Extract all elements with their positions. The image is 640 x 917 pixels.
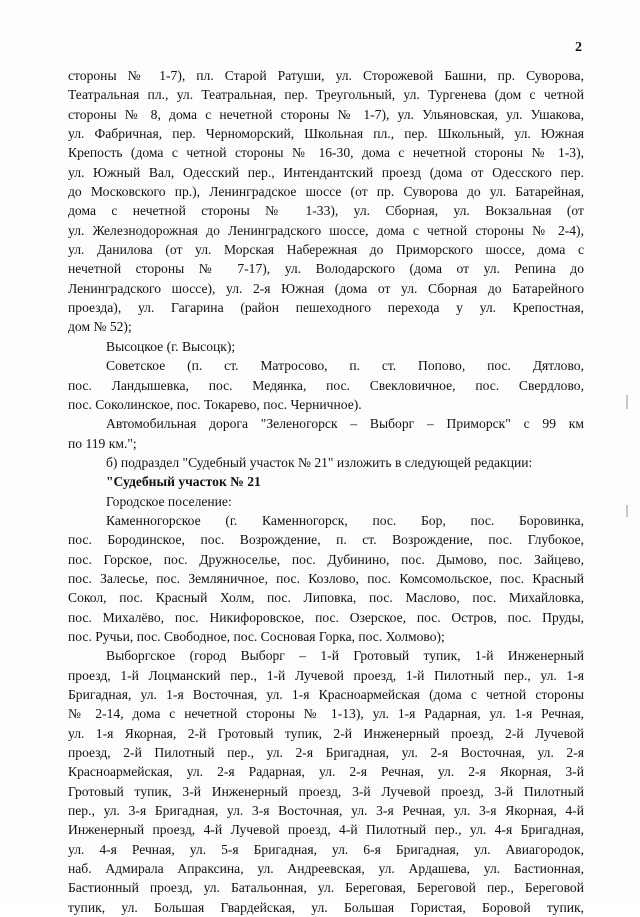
text-line: Инженерный проезд, 4-й Лучевой проезд, 4-й Пилотный пер., ул. 4-я Бригадная, [68,822,584,838]
text-line: стороны № 1-7), пл. Старой Ратуши, ул. Сторожевой Башни, пр. Суворова, [68,68,584,83]
text-line: Гротовый тупик, 3-й Инженерный проезд, 3-й Лучевой проезд, 3-й Пилотный [68,783,584,799]
text-line: стороны № 8, дома с нечетной стороны № 1-7), ул. Ульяновская, ул. Ушакова, [68,106,584,122]
text-line: тупик, ул. Большая Гвардейская, ул. Большая Гористая, Боровой тупик, [68,899,584,915]
page-number: 2 [575,40,582,55]
text-line: ул. 1-я Якорная, 2-й Гротовый тупик, 2-й Инженерный проезд, 2-й Лучевой [68,725,584,741]
text-line: проезд, 2-й Пилотный пер., ул. 2-я Бригадная, ул. 2-я Восточная, ул. 2-я [68,745,584,761]
text-line: Бастионный проезд, ул. Батальонная, ул. Береговая, Береговой пер., Береговой [68,880,584,896]
text-line: пос. Ландышевка, пос. Медянка, пос. Свекловичное, пос. Свердлово, [68,377,584,393]
text-line: проезда), ул. Гагарина (район пешеходного перехода у ул. Крепостная, [68,300,584,316]
text-line: Ленинградского шоссе), ул. 2-я Южная (дома от ул. Сборная до Батарейного [68,280,584,296]
text-line: дома с нечетной стороны № 1-33), ул. Сборная, ул. Вокзальная (от [68,203,584,219]
text-line: пос. Бородинское, пос. Возрождение, п. ст. Возрождение, пос. Глубокое, [68,532,584,548]
text-line: Крепость (дома с четной стороны № 16-30, дома с нечетной стороны № 1-3), [68,145,584,161]
text-line: пос. Ручьи, пос. Свободное, пос. Сосновая Горка, пос. Холмово); [68,628,445,644]
scan-artifact [626,505,628,517]
text-line: Автомобильная дорога "Зеленогорск – Выборг – Приморск" с 99 км [106,416,584,432]
text-line: дом № 52); [68,319,132,335]
text-line: ул. 4-я Речная, ул. 5-я Бригадная, ул. 6-я Бригадная, ул. Авиагородок, [68,841,584,857]
text-line: проезд, 1-й Лоцманский пер., 1-й Лучевой проезд, 1-й Пилотный пер., ул. 1-я [68,667,584,683]
text-line: "Судебный участок № 21 [106,474,261,490]
text-line: Выборгское (город Выборг – 1-й Гротовый тупик, 1-й Инженерный [106,648,584,664]
text-line: наб. Адмирала Апраксина, ул. Андреевская, ул. Ардашева, ул. Бастионная, [68,861,584,877]
text-line: ул. Железнодорожная до Ленинградского шоссе, дома с четной стороны № 2-4), [68,222,584,238]
text-line: Сокол, пос. Красный Холм, пос. Липовка, пос. Маслово, пос. Михайловка, [68,590,584,606]
text-line: Красноармейская, ул. 2-я Радарная, ул. 2-я Речная, ул. 2-я Якорная, 3-й [68,764,584,780]
text-line: пос. Залесье, пос. Земляничное, пос. Козлово, пос. Комсомольское, пос. Красный [68,570,584,586]
scan-artifact [626,395,628,409]
text-line: до Московского пр.), Ленинградское шоссе (от пр. Суворова до ул. Батарейная, [68,184,584,200]
text-line: пос. Горское, пос. Дружноселье, пос. Дубинино, пос. Дымово, пос. Зайцево, [68,551,584,567]
text-line: Советское (п. ст. Матросово, п. ст. Попово, пос. Дятлово, [106,358,584,374]
text-line: б) подраздел "Судебный участок № 21" изложить в следующей редакции: [106,454,533,470]
text-line: Городское поселение: [106,493,232,509]
text-line: пос. Соколинское, пос. Токарево, пос. Черничное). [68,396,362,412]
text-line: по 119 км."; [68,435,137,451]
document-body [68,66,584,917]
text-line: ул. Фабричная, пер. Черноморский, Школьная пл., пер. Школьный, ул. Южная [68,126,584,142]
text-line: пос. Михалёво, пос. Никифоровское, пос. Озерское, пос. Остров, пос. Пруды, [68,609,584,625]
text-line: Бригадная, ул. 1-я Восточная, ул. 1-я Красноармейская (дома с четной стороны [68,687,584,702]
text-line: пер., ул. 3-я Бригадная, ул. 3-я Восточная, ул. 3-я Речная, ул. 3-я Якорная, 4-й [68,803,584,819]
text-line: ул. Южный Вал, Одесский пер., Интендантский проезд (дома от Одесского пер. [68,164,584,180]
text-line: ул. Данилова (от ул. Морская Набережная до Приморского шоссе, дома с [68,242,584,258]
text-line: № 2-14, дома с нечетной стороны № 1-13), ул. 1-я Радарная, ул. 1-я Речная, [68,706,584,722]
text-line: Высоцкое (г. Высоцк); [106,338,236,354]
text-line: нечетной стороны № 7-17), ул. Володарского (дома от ул. Репина до [68,261,584,277]
text-line: Театральная пл., ул. Театральная, пер. Треугольный, ул. Тургенева (дом с четной [68,87,584,103]
text-line: Каменногорское (г. Каменногорск, пос. Бор, пос. Боровинка, [106,512,584,528]
